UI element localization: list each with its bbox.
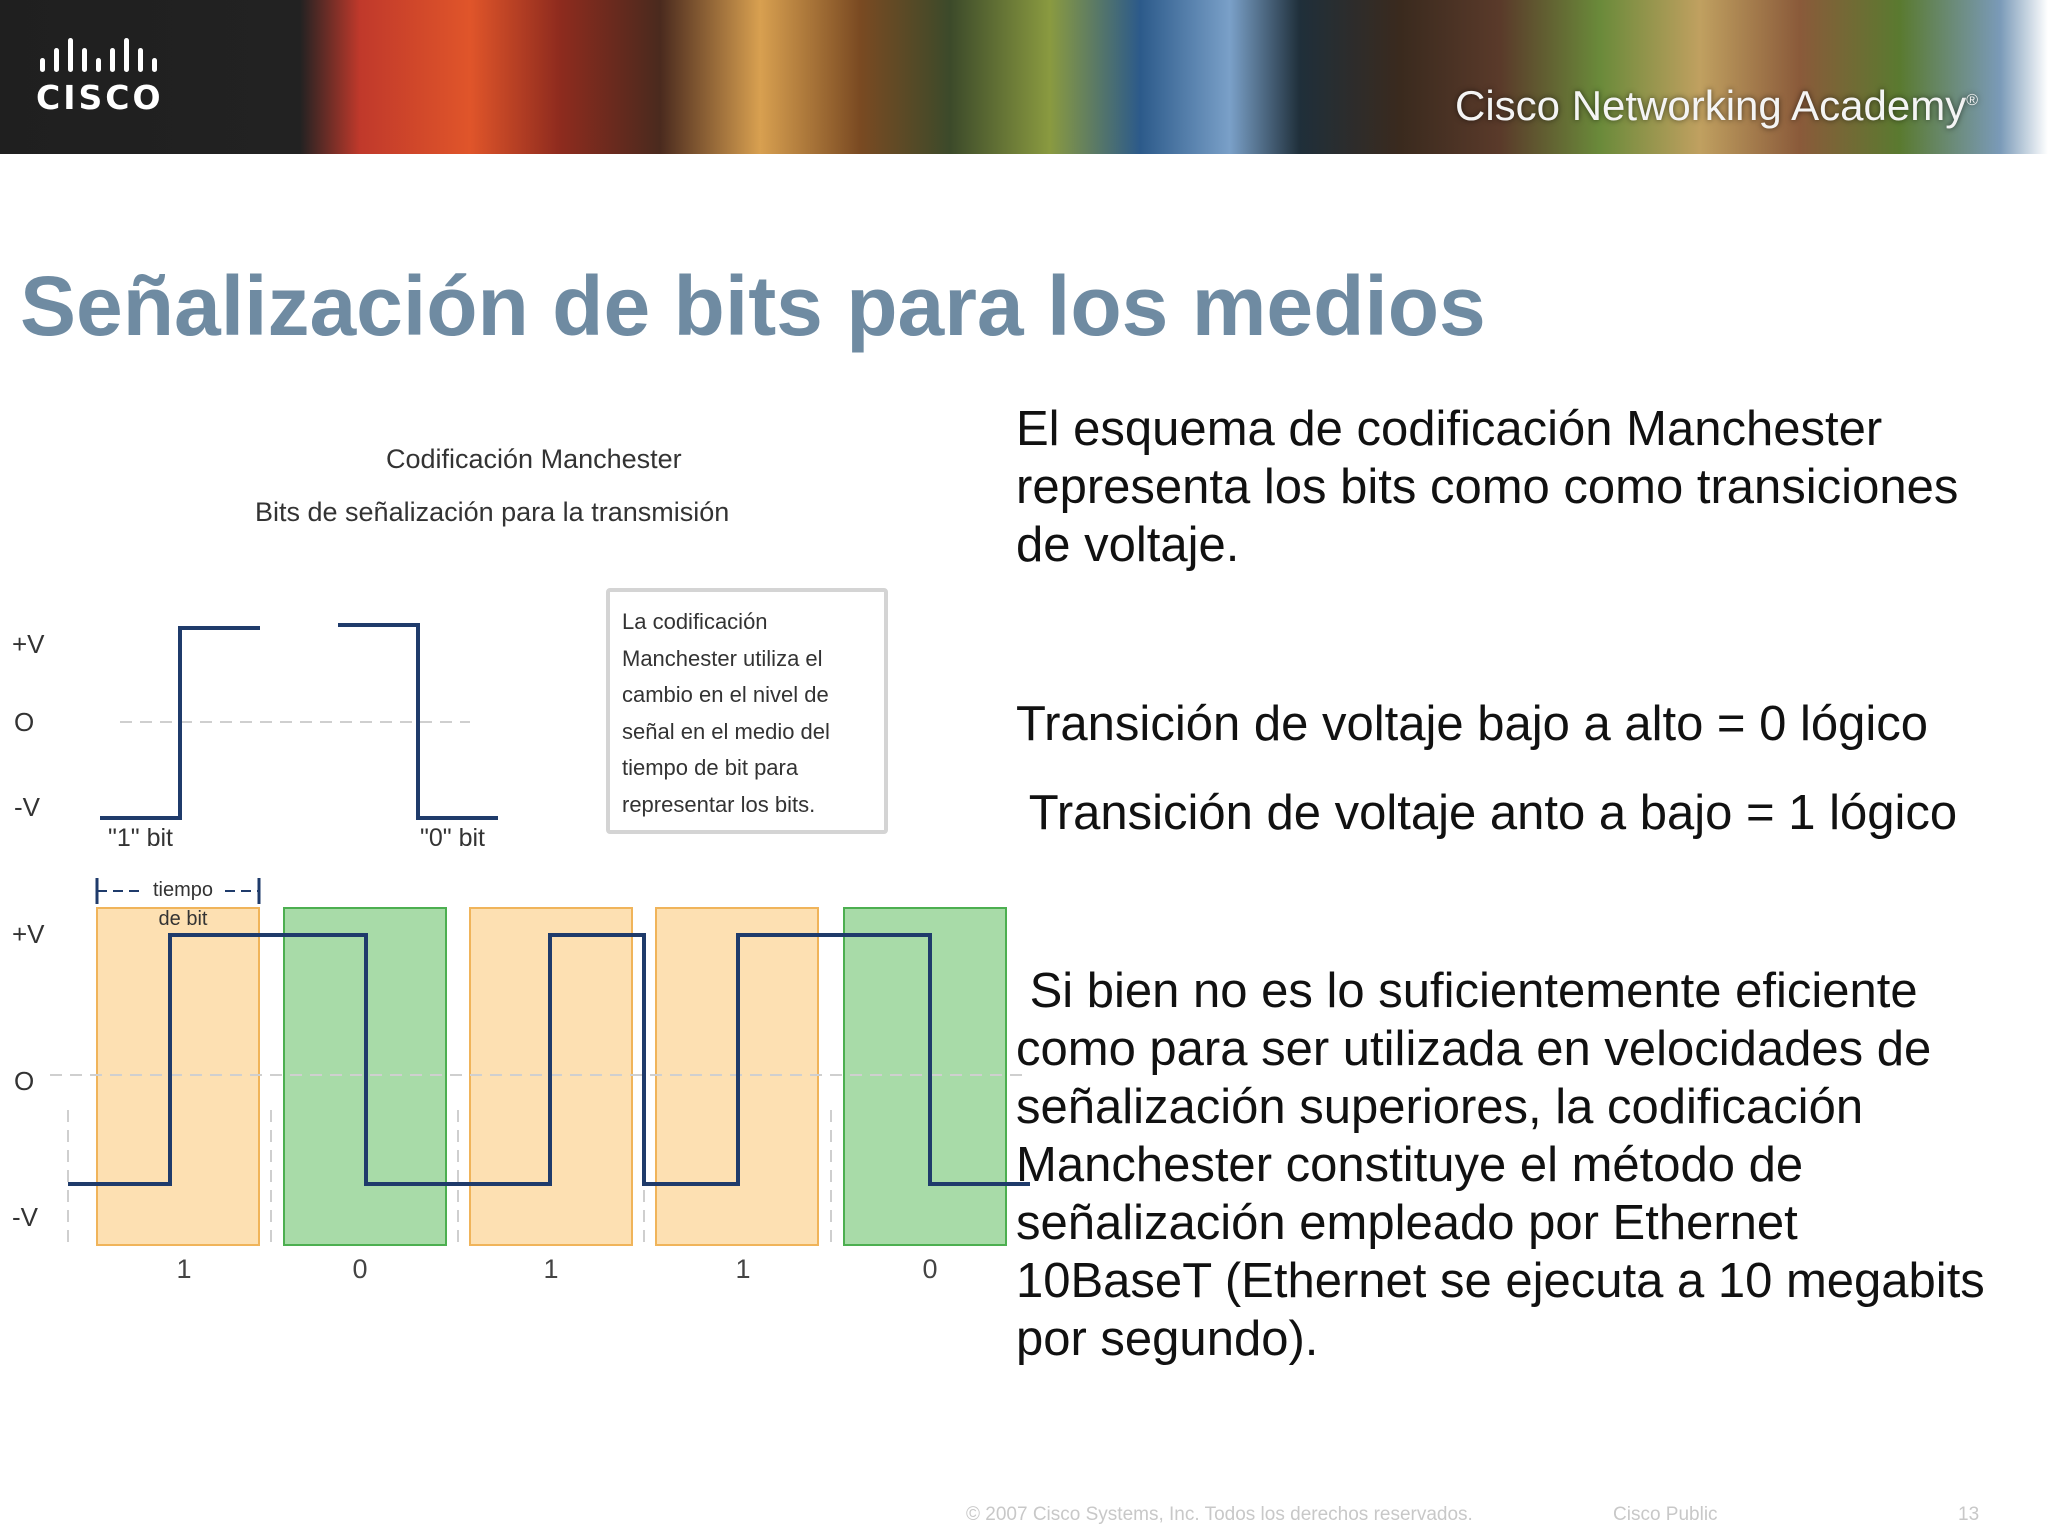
diagram-graphic	[0, 390, 1030, 1320]
note-line: representar los bits.	[622, 791, 816, 817]
bit-value-label: 0	[922, 1254, 938, 1284]
bit-value-label: 1	[543, 1254, 559, 1284]
bit-time-label: de bit	[158, 908, 208, 930]
bit-time-label: tiempo	[152, 879, 214, 901]
text-line: Manchester constituye el método de	[1016, 1138, 1804, 1192]
cisco-wordmark: CISCO	[36, 78, 164, 117]
diagram-title: Codificación Manchester	[386, 444, 682, 474]
bottom-minus-v-label: -V	[12, 1202, 38, 1232]
cisco-logo	[36, 38, 196, 118]
ethernet-paragraph	[1016, 962, 1985, 1368]
text-line: 10BaseT (Ethernet se ejecuta a 10 megabits	[1016, 1254, 1985, 1308]
note-line: cambio en el nivel de	[622, 682, 829, 707]
top-minus-v-label: -V	[14, 792, 40, 822]
note-line: señal en el medio del	[622, 718, 830, 744]
bit-value-label: 1	[176, 1254, 192, 1284]
text-line: de voltaje.	[1016, 518, 1240, 572]
bit-value-label: 1	[735, 1254, 751, 1284]
page-number: 13	[1958, 1504, 1980, 1525]
slide-title: Señalización de bits para los medios	[20, 259, 1486, 353]
bit1-label: "1" bit	[108, 824, 174, 852]
header-banner	[0, 0, 2048, 154]
text-line: representa los bits como como transiciones	[1016, 460, 1959, 514]
text-line: como para ser utilizada en velocidades de	[1016, 1022, 1932, 1076]
note-line: Manchester utiliza el	[622, 645, 823, 671]
text-line: señalización empleado por Ethernet	[1016, 1196, 1798, 1250]
top-plus-v-label: +V	[12, 629, 45, 659]
footer-copyright: © 2007 Cisco Systems, Inc. Todos los derechos reservados.	[966, 1504, 1473, 1525]
manchester-diagram	[0, 390, 1030, 1320]
bit-slot-5	[844, 908, 1006, 1245]
text-line: por segundo).	[1016, 1312, 1319, 1366]
bit-value-label: 0	[352, 1254, 368, 1284]
explanation-note	[606, 588, 888, 834]
bit-slot-1	[97, 908, 259, 1245]
top-zero-label: O	[14, 707, 35, 737]
text-line: señalización superiores, la codificación	[1016, 1080, 1864, 1134]
academy-title: Cisco Networking Academy®	[1455, 82, 1978, 129]
bit0-label: "0" bit	[420, 824, 486, 852]
bottom-zero-label: O	[14, 1066, 35, 1096]
intro-paragraph	[1016, 400, 1958, 574]
bottom-plus-v-label: +V	[12, 919, 45, 949]
note-line: La codificación	[622, 609, 768, 634]
footer-classification: Cisco Public	[1613, 1504, 1718, 1525]
diagram-subtitle: Bits de señalización para la transmisión	[255, 497, 730, 527]
cisco-bars-icon	[36, 38, 196, 72]
low-high-rule: Transición de voltaje bajo a alto = 0 lógico	[1016, 697, 1929, 751]
high-low-rule: Transición de voltaje anto a bajo = 1 lógico	[1016, 786, 1958, 840]
note-line: tiempo de bit para	[622, 755, 799, 780]
text-line: El esquema de codificación Manchester	[1016, 402, 1883, 456]
text-line: Si bien no es lo suficientemente eficiente	[1016, 964, 1918, 1018]
